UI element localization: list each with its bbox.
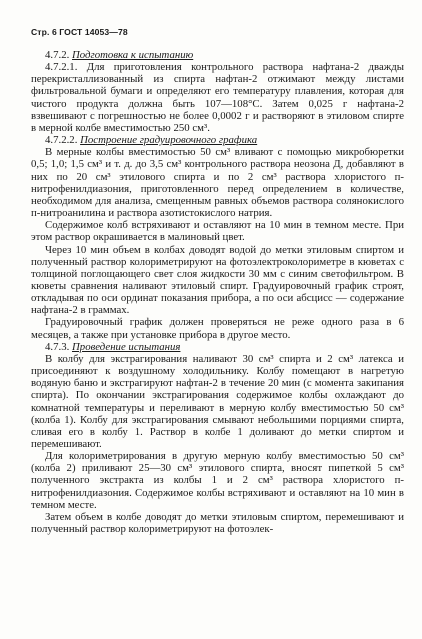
body-paragraph: Градуировочный график должен проверяться не реже одного раза в 6 месяцев, а также при установке прибора в другое место. (31, 316, 404, 341)
section-number: 4.7.3. (45, 340, 72, 353)
body-paragraph: В колбу для экстрагирования наливают 30 см³ спирта и 2 см³ латекса и присоединяют к воздушному холодильнику. Колбу помещают в нагретую водяную баню и экстрагируют нафтан-2 в течение 20 мин (с момента закипания спирта). По окончании экстрагирования содержимое колбы охлаждают до комнатной температуры и переливают в мерную колбу вместимостью 50 см³ (колба 1). Колбу для экстрагирования смывают небольшими порциями спирта, сливая его в колбу 1. Раствор в колбе 1 доливают до метки спиртом и перемешивают. (31, 352, 404, 450)
body-paragraph: Через 10 мин объем в колбах доводят водой до метки этиловым спиртом и полученный раствор колориметрируют на фотоэлектроколориметре в кюветах с толщиной поглощающего свет слоя жидкости 30 мм с синим светофильтром. В кюветы сравнения наливают этиловый спирт. Градуировочный график строят, откладывая по оси ординат показания прибора, а по оси абсцисс — содержание нафтана-2 в граммах. (31, 243, 404, 317)
section-title: Проведение испытания (72, 340, 181, 353)
body-paragraph: Содержимое колб встряхивают и оставляют на 10 мин в темном месте. При этом раствор окрашивается в малиновый цвет. (31, 219, 404, 244)
section-title: Подготовка к испытанию (72, 49, 194, 61)
section-heading (31, 341, 404, 353)
body-paragraph: Затем объем в колбе доводят до метки этиловым спиртом, перемешивают и полученный раствор колориметрируют на фотоэлек- (31, 510, 404, 536)
section-title: Построение градуировочного графика (80, 134, 258, 147)
body-paragraph: Для колориметрирования в другую мерную колбу вместимостью 50 см³ (колба 2) приливают 25—30 см³ этилового спирта, вносят пипеткой 5 см³ полученного экстракта из колбы 1 и 2 см³ раствора хлористого п-нитрофенилдиазония. Содержимое колбы встряхивают и оставляют на 10 мин в темном месте. (31, 450, 404, 511)
section-heading (31, 134, 404, 146)
section-number: 4.7.2.2. (45, 134, 81, 147)
document-body (31, 49, 404, 535)
section-heading (31, 49, 404, 61)
section-number: 4.7.2. (45, 49, 72, 61)
page-header: Стр. 6 ГОСТ 14053—78 (31, 27, 128, 37)
body-paragraph: 4.7.2.1. Для приготовления контрольного раствора нафтана-2 дважды перекристаллизованный из спирта нафтан-2 отжимают между листами фильтровальной бумаги и определяют его температуру плавления, которая для чистого продукта должна быть 107—108°С. Затем 0,025 г нафтана-2 взвешивают с погрешностью не более 0,0002 г и растворяют в этиловом спирте в мерной колбе вместимостью 250 см³. (31, 61, 404, 134)
body-paragraph: В мерные колбы вместимостью 50 см³ вливают с помощью микробюретки 0,5; 1,0; 1,5 см³ и т. д. до 3,5 см³ контрольного раствора неозона Д, добавляют в них по 20 см³ этилового спирта и по 2 см³ раствора хлористого п-нитрофенилдиазония, приготовленного перед определением в количестве, необходимом для анализа, смещенным равных объемов раствора солянокислого п-нитроанилина и раствора азотистокислого натрия. (31, 146, 404, 220)
